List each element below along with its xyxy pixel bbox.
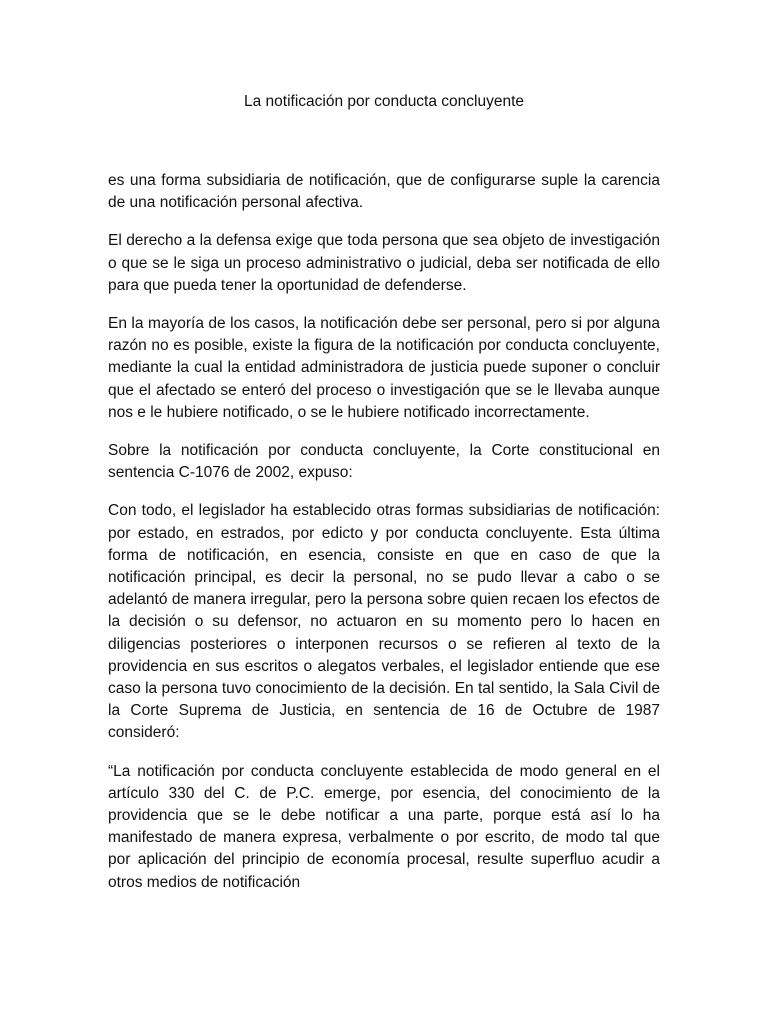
paragraph-mayoria-casos: En la mayoría de los casos, la notificación debe ser personal, pero si por alguna razón no es posible, existe la figura de la notificación por conducta concluyente, mediante la cual la entidad administradora de justicia puede suponer o concluir que el afectado se enteró del proceso o investigación que se le llevaba aunque nos e le hubiere notificado, o se le hubiere notificado incorrectamente. bbox=[108, 315, 660, 421]
document-body bbox=[108, 170, 660, 894]
paragraph-derecho-defensa: El derecho a la defensa exige que toda persona que sea objeto de investigación o que se le siga un proceso administrativo o judicial, deba ser notificada de ello para que pueda tener la oportunidad de defenderse. bbox=[108, 232, 660, 294]
paragraph-corte-constitucional: Sobre la notificación por conducta concluyente, la Corte constitucional en sentencia C-1076 de 2002, expuso: bbox=[108, 442, 660, 482]
paragraph-intro: es una forma subsidiaria de notificación, que de configurarse suple la carencia de una notificación personal afectiva. bbox=[108, 172, 660, 212]
document-title: La notificación por conducta concluyente bbox=[243, 93, 525, 110]
paragraph-quote-articulo-330: “La notificación por conducta concluyente establecida de modo general en el artículo 330 del C. de P.C. emerge, por esencia, del conocimiento de la providencia que se le debe notificar a una parte, porque está así lo ha manifestado de manera expresa, verbalmente o por escrito, de modo tal que por aplicación del principio de economía procesal, resulte superfluo acudir a otros medios de notificación bbox=[108, 762, 660, 891]
paragraph-formas-subsidiarias: Con todo, el legislador ha establecido otras formas subsidiarias de notificación: por estado, en estrados, por edicto y por conducta concluyente. Esta última forma de notificación, en esencia, consiste en que en caso de que la notificación principal, es decir la personal, no se pudo llevar a cabo o se adelantó de manera irregular, pero la persona sobre quien recaen los efectos de la decisión o su defensor, no actuaron en su momento pero lo hacen en diligencias posteriores o interponen recursos o se refieren al texto de la providencia en sus escritos o alegatos verbales, el legislador entiende que ese caso la persona tuvo conocimiento de la decisión. En tal sentido, la Sala Civil de la Corte Suprema de Justicia, en sentencia de 16 de Octubre de 1987 consideró: bbox=[108, 502, 660, 742]
